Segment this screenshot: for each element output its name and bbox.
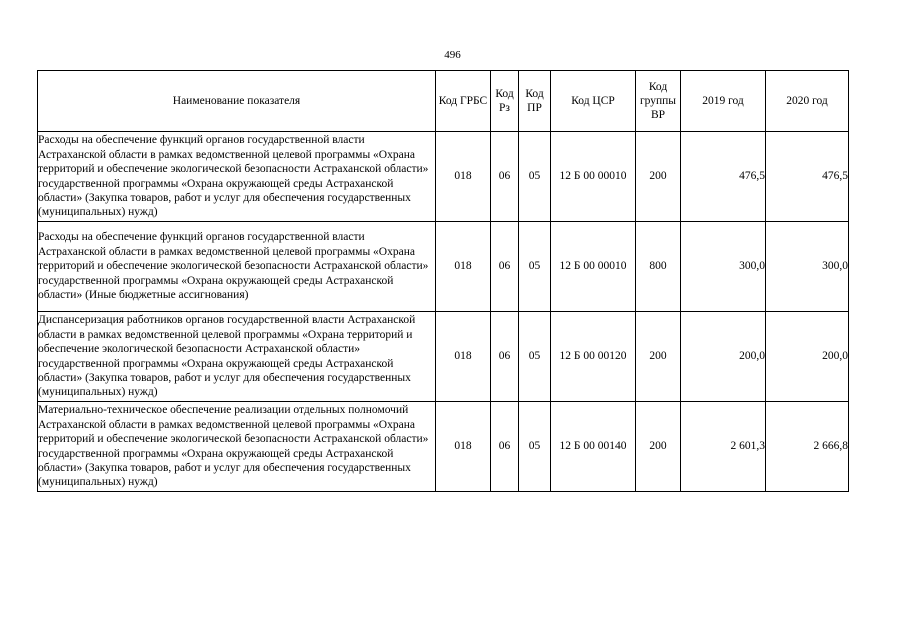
row-pr: 05 (519, 312, 551, 402)
budget-table (37, 70, 849, 492)
row-name: Расходы на обеспечение функций органов государственной власти Астраханской области в рамках ведомственной целевой программы «Охрана территорий и обеспечение экологической безопасности Астраханской области» государственной программы «Охрана окружающей среды Астраханской области» (Закупка товаров, работ и услуг для обеспечения государственных (муниципальных) нужд) (38, 132, 436, 222)
header-name: Наименование показателя (38, 71, 436, 132)
row-vr: 800 (636, 222, 681, 312)
row-2019: 300,0 (681, 222, 766, 312)
row-grbs: 018 (436, 312, 491, 402)
header-grbs: Код ГРБС (436, 71, 491, 132)
row-name: Расходы на обеспечение функций органов государственной власти Астраханской области в рамках ведомственной целевой программы «Охрана территорий и обеспечение экологической безопасности Астраханской области» государственной программы «Охрана окружающей среды Астраханской области» (Иные бюджетные ассигнования) (38, 222, 436, 312)
table-row (38, 132, 849, 222)
row-2020: 2 666,8 (766, 402, 849, 492)
header-pr: Код ПР (519, 71, 551, 132)
row-2019: 200,0 (681, 312, 766, 402)
row-csr: 12 Б 00 00120 (551, 312, 636, 402)
row-pr: 05 (519, 132, 551, 222)
header-2020: 2020 год (766, 71, 849, 132)
row-rz: 06 (491, 312, 519, 402)
row-grbs: 018 (436, 222, 491, 312)
row-csr: 12 Б 00 00010 (551, 222, 636, 312)
row-2020: 200,0 (766, 312, 849, 402)
row-2019: 2 601,3 (681, 402, 766, 492)
row-2019: 476,5 (681, 132, 766, 222)
table-header-row (38, 71, 849, 132)
header-vr: Код группы ВР (636, 71, 681, 132)
table-row (38, 222, 849, 312)
row-pr: 05 (519, 402, 551, 492)
row-2020: 476,5 (766, 132, 849, 222)
row-csr: 12 Б 00 00140 (551, 402, 636, 492)
page-number: 496 (444, 49, 461, 61)
row-name: Диспансеризация работников органов государственной власти Астраханской области в рамках ведомственной целевой программы «Охрана территорий и обеспечение экологической безопасности Астраханской области» государственной программы «Охрана окружающей среды Астраханской области» (Закупка товаров, работ и услуг для обеспечения государственных (муниципальных) нужд) (38, 312, 436, 402)
row-pr: 05 (519, 222, 551, 312)
row-grbs: 018 (436, 402, 491, 492)
header-rz: Код Рз (491, 71, 519, 132)
row-vr: 200 (636, 402, 681, 492)
row-name: Материально-техническое обеспечение реализации отдельных полномочий Астраханской области в рамках ведомственной целевой программы «Охрана территорий и обеспечение экологической безопасности Астраханской области» государственной программы «Охрана окружающей среды Астраханской области» (Закупка товаров, работ и услуг для обеспечения государственных (муниципальных) нужд) (38, 402, 436, 492)
header-csr: Код ЦСР (551, 71, 636, 132)
row-vr: 200 (636, 132, 681, 222)
table-row (38, 402, 849, 492)
row-rz: 06 (491, 402, 519, 492)
row-rz: 06 (491, 132, 519, 222)
row-2020: 300,0 (766, 222, 849, 312)
row-csr: 12 Б 00 00010 (551, 132, 636, 222)
table-row (38, 312, 849, 402)
row-vr: 200 (636, 312, 681, 402)
header-2019: 2019 год (681, 71, 766, 132)
row-rz: 06 (491, 222, 519, 312)
row-grbs: 018 (436, 132, 491, 222)
